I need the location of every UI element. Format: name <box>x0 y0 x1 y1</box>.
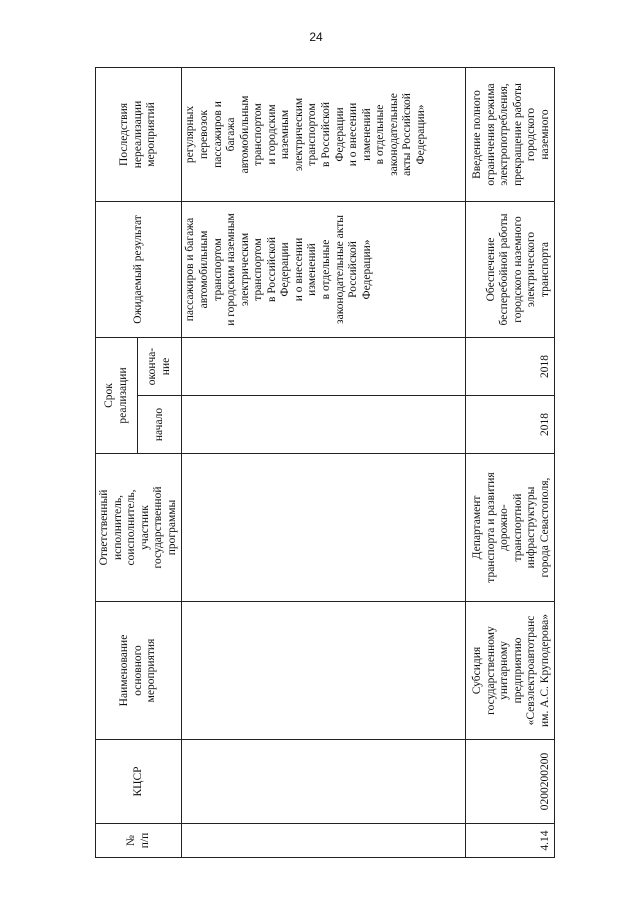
activities-table <box>95 67 555 858</box>
header-start: начало <box>138 396 182 454</box>
header-period: Срок реализации <box>96 337 138 453</box>
cell-name <box>182 602 466 740</box>
header-consequences: Последствия нереализации мероприятий <box>96 67 182 201</box>
table-row <box>466 67 555 857</box>
header-kcsr: КЦСР <box>96 740 182 824</box>
cell-name: Субсидия государственному унитарному предприятию «Севэлектроавтотранс им. А.С. Круподерова» <box>466 602 555 740</box>
cell-result: Обеспечение бесперебойной работы городского наземного электрического транспорта <box>466 201 555 337</box>
header-result: Ожидаемый результат <box>96 201 182 337</box>
header-name: Наименование основного мероприятия <box>96 602 182 740</box>
page-number: 24 <box>309 30 323 44</box>
header-end: оконча- ние <box>138 337 182 395</box>
cell-end: 2018 <box>466 337 555 395</box>
cell-no <box>182 824 466 858</box>
cell-executor: Департамент транспорта и развития дорожно- транспортной инфраструктуры города Севастополя, <box>466 454 555 602</box>
cell-start: 2018 <box>466 396 555 454</box>
cell-result: пассажиров и багажа автомобильным транспортом и городским наземным электрическим транспортом в Российской Федерации и о внесении изменений в отдельные законодательные акты Российской Федерации» <box>182 201 466 337</box>
header-no: № п/п <box>96 824 182 858</box>
cell-no: 4.14 <box>466 824 555 858</box>
header-executor: Ответственный исполнитель, соисполнитель, участник государственной программы <box>96 454 182 602</box>
cell-kcsr: 0200200200 <box>466 740 555 824</box>
cell-executor <box>182 454 466 602</box>
cell-end <box>182 337 466 395</box>
cell-consequences: Введение полного ограничения режима электропотребления, прекращение работы городского наземного <box>466 67 555 201</box>
cell-start <box>182 396 466 454</box>
cell-kcsr <box>182 740 466 824</box>
rotated-table-wrapper <box>95 68 550 858</box>
table-row-continuation <box>182 67 466 857</box>
cell-consequences: регулярных перевозок пассажиров и багажа автомобильным транспортом и городским наземным электрическим транспортом в Российской Федерации и о внесении изменений в отдельные законодательные акты Российской Федерации» <box>182 67 466 201</box>
